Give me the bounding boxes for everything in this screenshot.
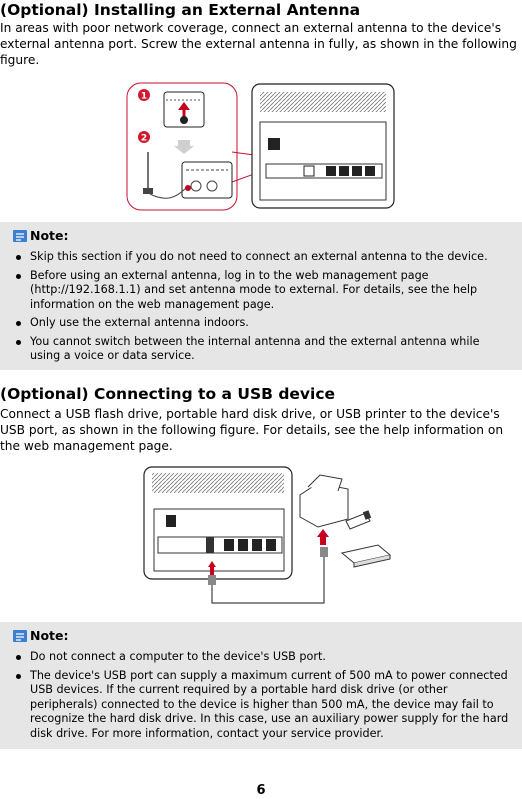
section-title-usb: (Optional) Connecting to a USB device	[0, 385, 336, 403]
note-item: Do not connect a computer to the device's USB port.	[0, 650, 510, 665]
note-box-antenna	[0, 222, 522, 370]
section-body-usb: Connect a USB flash drive, portable hard disk drive, or USB printer to the device's USB port, as shown in the following figure. For details, see the help information on the web management page.	[0, 407, 504, 453]
svg-text:2: 2	[140, 133, 148, 144]
note-box-usb	[0, 622, 522, 749]
section-body-antenna: In areas with poor network coverage, connect an external antenna to the device's external antenna port. Screw the external antenna in fully, as shown in the following figure.	[0, 21, 517, 67]
note-title: Note:	[12, 228, 69, 243]
note-icon	[12, 229, 28, 243]
note-item: The device's USB port can supply a maximum current of 500 mA to power connected USB devices. If the current required by a portable hard disk drive (or other peripherals) connected to the device is higher than 500 mA, the device may fail to recognize the hard disk drive. In this case, use an auxiliary power supply for the hard disk drive. For more information, contact your service provider.	[0, 669, 510, 742]
usb-figure	[142, 465, 394, 609]
note-icon	[12, 629, 28, 643]
note-item: Skip this section if you do not need to connect an external antenna to the device.	[0, 250, 510, 265]
note-list	[0, 650, 510, 741]
note-list	[0, 250, 510, 364]
note-item: You cannot switch between the internal antenna and the external antenna while using a voice or data service.	[0, 335, 510, 364]
note-title: Note:	[12, 628, 69, 643]
section-title-antenna: (Optional) Installing an External Antenna	[0, 1, 361, 19]
svg-text:1: 1	[140, 91, 148, 102]
note-item: Only use the external antenna indoors.	[0, 316, 510, 331]
note-item: Before using an external antenna, log in to the web management page (http://192.168.1.1) and set antenna mode to external. For details, see the help information on the web management page.	[0, 269, 510, 313]
antenna-figure	[126, 82, 398, 212]
page-number: 6	[256, 783, 266, 798]
